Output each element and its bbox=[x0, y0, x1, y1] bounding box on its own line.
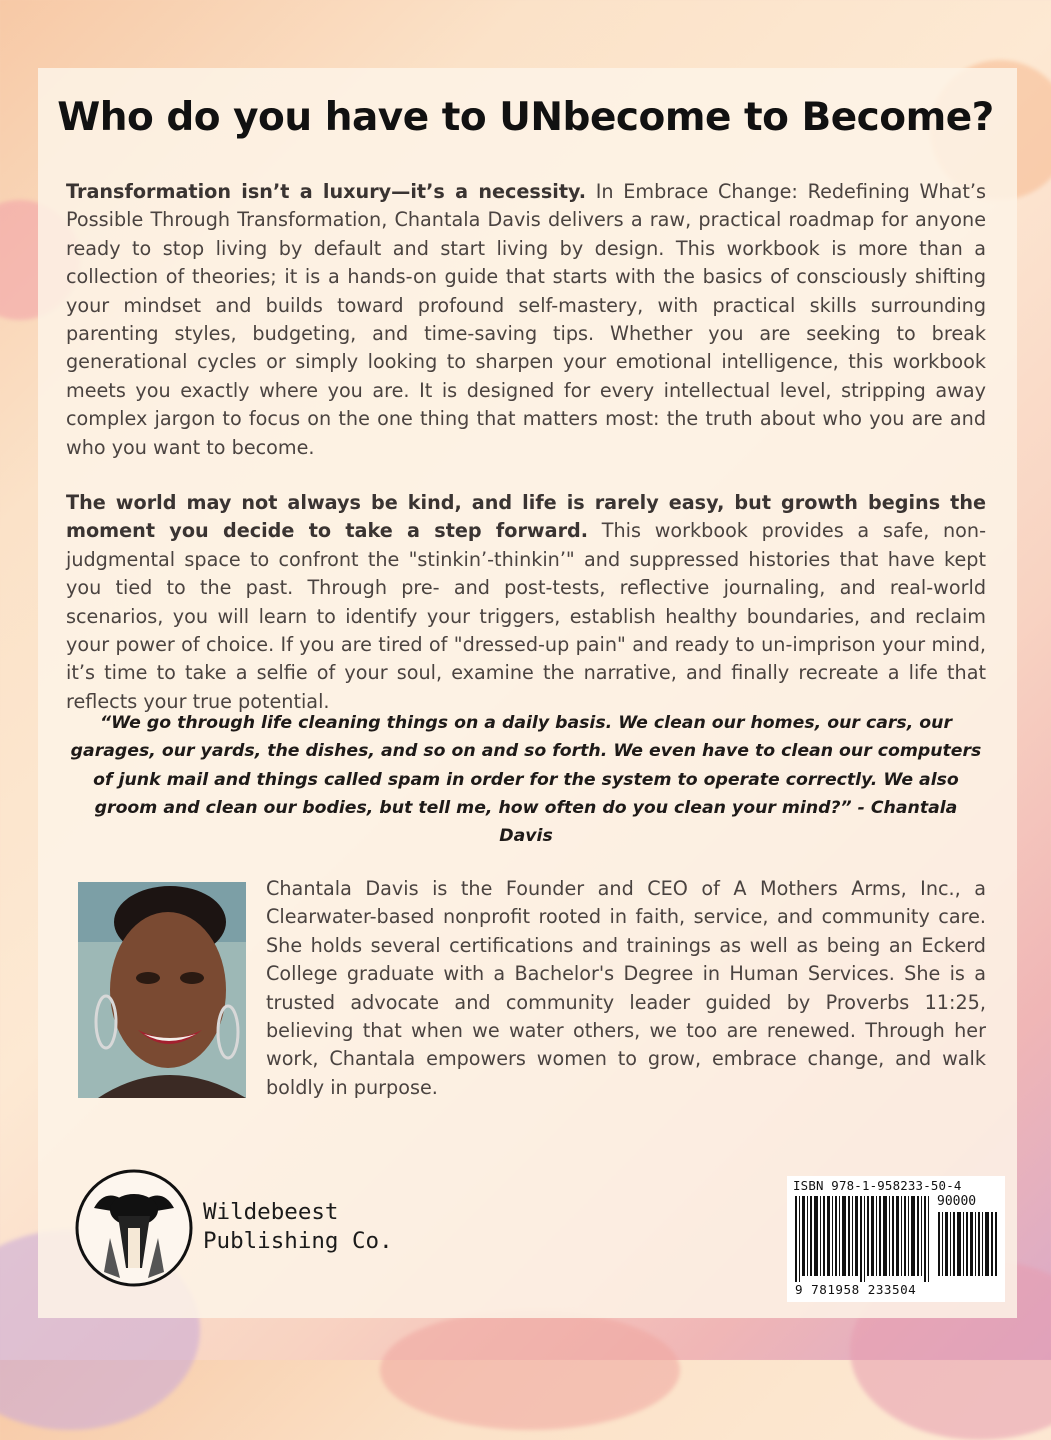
isbn-label: ISBN 978-1-958233-50-4 bbox=[793, 1178, 962, 1193]
publisher-name-line2: Publishing Co. bbox=[203, 1228, 393, 1254]
background-flower bbox=[380, 1310, 680, 1430]
page-title: Who do you have to UNbecome to Become? bbox=[57, 95, 994, 140]
paragraph-2-lead: The world may not always be kind, and life is rarely easy, but growth begins the moment you decide to take a step forward. bbox=[66, 491, 986, 543]
paragraph-2-body: This workbook provides a safe, non-judgmental space to confront the "stinkin’-thinkin’" and suppressed histories that have kept you tied to the past. Through pre- and post-tests, reflective journaling, and real-world scenarios, you will learn to identify your triggers, establish healthy boundaries, and reclaim your power of choice. If you are tired of "dressed-up pain" and ready to un-imprison your mind, it’s time to take a selfie of your soul, examine the narrative, and finally recreate a life that reflects your true potential. bbox=[66, 519, 986, 713]
author-bio: Chantala Davis is the Founder and CEO of A Mothers Arms, Inc., a Clearwater-based nonprofit rooted in faith, service, and community care. She holds several certifications and trainings as well as being an Eckerd College graduate with a Bachelor's Degree in Human Services. She is a trusted advocate and community leader guided by Proverbs 11:25, believing that when we water others, we too are renewed. Through her work, Chantala empowers women to grow, embrace change, and walk boldly in purpose. bbox=[266, 877, 986, 1099]
paragraph-1-lead: Transformation isn’t a luxury—it’s a necessity. bbox=[66, 180, 587, 203]
price-barcode-bars-icon bbox=[937, 1212, 999, 1276]
wildebeest-logo-icon bbox=[74, 1168, 194, 1288]
isbn-barcode bbox=[787, 1176, 1005, 1302]
description-paragraph-2 bbox=[66, 489, 986, 716]
author-photo bbox=[78, 882, 246, 1098]
author-quote: “We go through life cleaning things on a daily basis. We clean our homes, our cars, our garages, our yards, the dishes, and so on and so forth. We even have to clean our computers of junk mail and things called spam in order for the system to operate correctly. We also groom and clean our bodies, but tell me, how often do you clean your mind?” - Chantala Davis bbox=[70, 713, 982, 847]
author-portrait-icon bbox=[78, 882, 246, 1098]
publisher-name-line1: Wildebeest bbox=[203, 1199, 339, 1225]
barcode-bars-icon bbox=[793, 1196, 933, 1282]
publisher-name bbox=[203, 1198, 393, 1256]
paragraph-1-body: In Embrace Change: Redefining What’s Possible Through Transformation, Chantala Davis delivers a raw, practical roadmap for anyone ready to stop living by default and start living by design. This workbook is more than a collection of theories; it is a hands-on guide that starts with the basics of consciously shifting your mindset and builds toward profound self-mastery, with practical skills surrounding parenting styles, budgeting, and time-saving tips. Whether you are seeking to break generational cycles or simply looking to sharpen your emotional intelligence, this workbook meets you exactly where you are. It is designed for every intellectual level, stripping away complex jargon to focus on the one thing that matters most: the truth about who you are and who you want to become. bbox=[66, 180, 986, 459]
description-paragraph-1 bbox=[66, 178, 986, 462]
isbn-digits: 9 781958 233504 bbox=[795, 1282, 917, 1297]
price-code: 90000 bbox=[937, 1194, 977, 1209]
publisher-logo bbox=[74, 1168, 194, 1288]
